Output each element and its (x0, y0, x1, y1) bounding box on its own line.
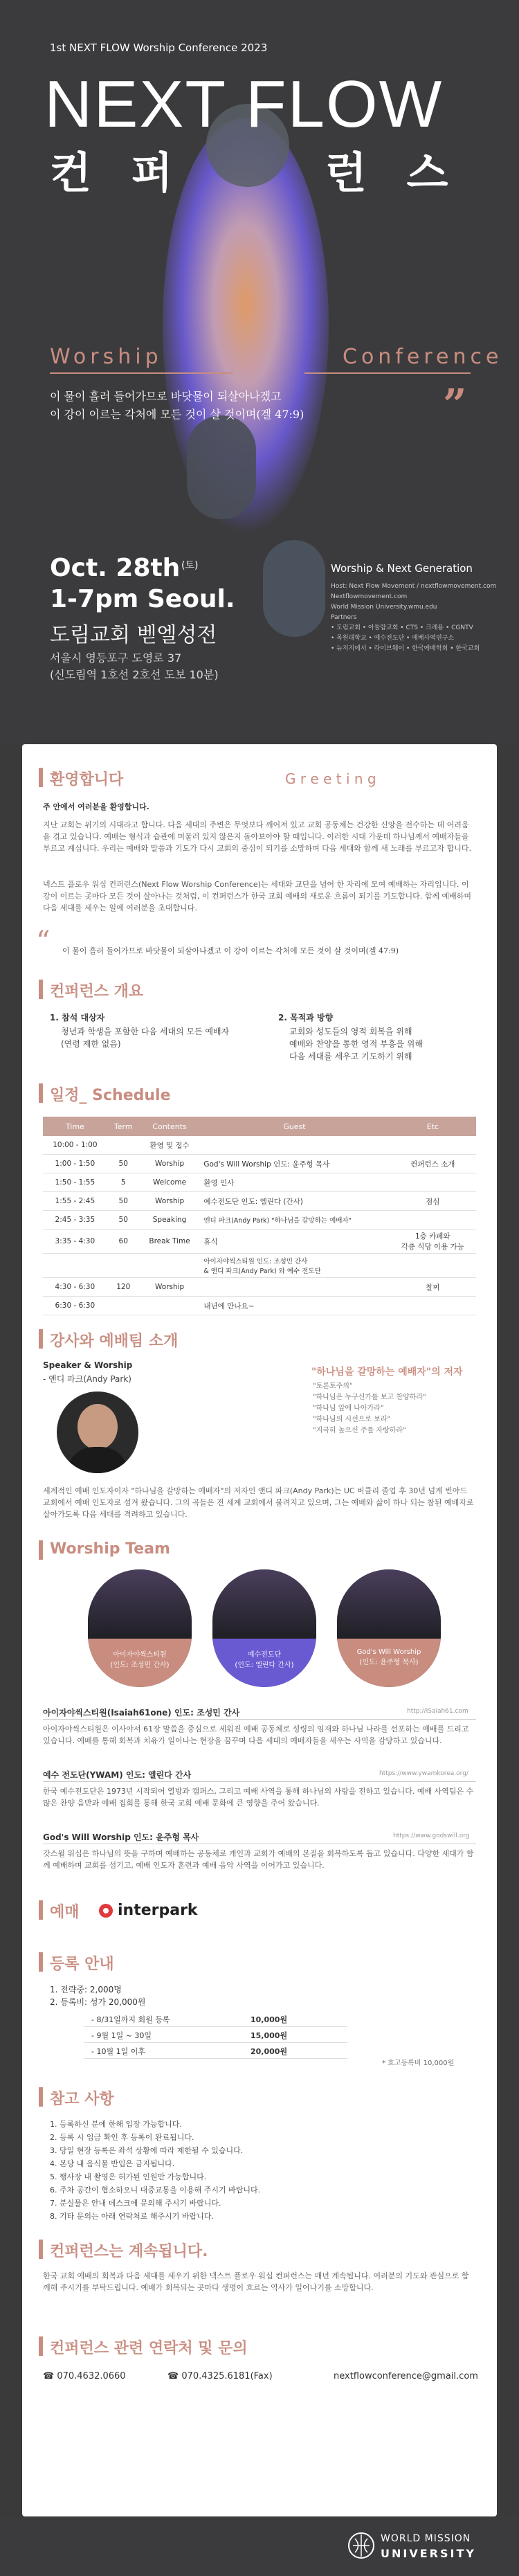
host-list (331, 582, 497, 654)
table-cell: 1:00 - 1:50 (43, 1155, 107, 1173)
greeting-paragraph-1: 지난 교회는 위기의 시대라고 합니다. 다음 세대의 주변은 무엇보다 깨어져 있고 교회 공동체는 건강한 신앙을 전수하는 데 어려움을 겪고 있습니다. 예배는 형식과 습관에 머물러 있지 않은지 돌아보아야 할 때입니다. 이러한 시대 가운데 하나님께서 예배자들을 부르고 계십니다. 우리는 예배와 말씀과 기도가 다시 교회의 중심이 되기를 소망하며 다음 세대와 함께 새 노래를 부르고자 합니다. (43, 820, 471, 853)
overview-purpose-heading: 2. 목적과 방향 (278, 1013, 334, 1023)
table-cell (140, 1254, 200, 1278)
book-line: "하나님 앞에 나아가라" (313, 1405, 384, 1412)
team-photo (337, 1569, 441, 1639)
contact-phone-value: 070.4632.0660 (57, 2371, 126, 2381)
table-cell: 찰찌 (390, 1278, 476, 1297)
notes-list (50, 2118, 260, 2223)
team-card-label: God's Will Worship (인도: 윤주형 목사) (337, 1639, 441, 1687)
table-cell (390, 1297, 476, 1315)
quote-icon: ” (443, 381, 467, 429)
book-line: "지극히 높으신 주를 자랑하라" (313, 1427, 406, 1434)
continue-title: 컨퍼런스는 계속됩니다. (50, 2243, 208, 2260)
fax-icon: ☎ (167, 2371, 182, 2381)
table-row (43, 1278, 476, 1297)
register-line-2: 2. 등록비: 성가 20,000원 (50, 1997, 146, 2007)
schedule-header: Time (43, 1117, 107, 1136)
table-cell: 4:30 - 6:30 (43, 1278, 107, 1297)
quote-icon: “ (36, 926, 51, 957)
table-cell: 엔디 파크(Andy Park) "하나님을 갈망하는 예배자" (199, 1211, 389, 1230)
verse-line-1: 이 물이 흘러 들어가므로 바닷물이 되살아나겠고 (50, 390, 282, 403)
contact-email[interactable]: nextflowconference@gmail.com (334, 2371, 478, 2381)
section-bar (39, 2087, 43, 2107)
register-price: 20,000원 (251, 2047, 288, 2056)
team-1-link[interactable]: http://ISaiah61.com (407, 1708, 468, 1715)
note-item: 3. 당일 현장 등록은 좌석 상황에 따라 제한될 수 있습니다. (50, 2146, 244, 2155)
team-1-title: 아이자야씩스티원(Isaiah61one) 인도: 조성민 간사 (43, 1708, 240, 1718)
table-cell: Speaking (140, 1211, 200, 1230)
section-bar (39, 768, 43, 787)
register-price: 10,000원 (251, 2015, 288, 2024)
interpark-label: interpark (118, 1902, 198, 1919)
overview-purpose-line: 다음 세대를 세우고 기도하기 위해 (289, 1052, 412, 1061)
greeting-quote: 이 물이 흘러 들어가므로 바닷물이 되살아나겠고 이 강이 이르는 각처에 모든 것이 살 것이며(겔 47:9) (62, 946, 399, 955)
table-cell (199, 1136, 389, 1155)
hero-section (0, 0, 519, 744)
title-ko-left: 컨 퍼 (50, 147, 185, 198)
table-cell (107, 1136, 140, 1155)
contact-title: 컨퍼런스 관련 연락처 및 문의 (50, 2340, 248, 2357)
host-line: Nextflowmovement.com (331, 593, 408, 600)
team-2-desc: 한국 예수전도단은 1973년 시작되어 열방과 캠퍼스, 그리고 예배 사역을 통해 하나님의 사랑을 전하고 있습니다. 예배 사역팀은 수많은 찬양 음반과 예배 집회를 통해 한국 교회 예배 문화에 큰 영향을 주어 왔습니다. (43, 1787, 474, 1808)
divider (43, 1781, 476, 1782)
register-period: - 8/31일까지 회원 등록 (91, 2015, 170, 2024)
divider (43, 1719, 476, 1720)
table-cell: Welcome (140, 1173, 200, 1192)
speaker-role: Speaker & Worship (43, 1360, 133, 1370)
note-item: 8. 기타 문의는 아래 연락처로 해주시기 바랍니다. (50, 2212, 214, 2221)
contact-phone[interactable] (43, 2371, 126, 2381)
table-cell: 환영 인사 (199, 1173, 389, 1192)
table-cell: God's Will Worship 인도: 윤주형 목사 (199, 1155, 389, 1173)
table-row (43, 1254, 476, 1278)
team-cards (22, 1569, 497, 1694)
table-cell: 1층 카페와 각층 식당 이용 가능 (390, 1230, 476, 1254)
table-cell: 120 (107, 1278, 140, 1297)
section-bar (39, 2240, 43, 2259)
table-cell (107, 1297, 140, 1315)
table-row (43, 1155, 476, 1173)
team-1-desc: 아이자야씩스티원은 이사야서 61장 말씀을 중심으로 세워진 예배 공동체로 성령의 임재와 하나님 나라를 선포하는 예배를 드리고 있습니다. 예배를 통해 회복과 치유가 일어나는 현장을 꿈꾸며 다음 세대의 예배자들을 세우는 사역을 감당하고 있습니다. (43, 1724, 469, 1745)
team-card (212, 1569, 316, 1687)
note-item: 5. 행사장 내 촬영은 허가된 인원만 가능합니다. (50, 2172, 207, 2181)
table-row (43, 1173, 476, 1192)
booking-title: 예매 (50, 1904, 80, 1921)
register-note: * 효고등록비 10,000원 (382, 2060, 455, 2067)
table-row (43, 1211, 476, 1230)
register-row (84, 2043, 347, 2059)
venue-address-2: (신도림역 1호선 2호선 도보 10분) (50, 668, 219, 681)
schedule-table (43, 1117, 476, 1315)
section-bar (39, 1329, 43, 1349)
register-line-1: 1. 전략중: 2,000명 (50, 1985, 122, 1994)
team-card-label: 아이자야씩스티원 (인도: 조성민 간사) (88, 1639, 192, 1687)
notes-title: 참고 사항 (50, 2091, 114, 2108)
table-row (43, 1230, 476, 1254)
overview-target-line: 청년과 학생을 포함한 다음 세대의 모든 예배자 (61, 1027, 230, 1036)
schedule-header: Term (107, 1117, 140, 1136)
team-card (337, 1569, 441, 1687)
note-item: 2. 등록 시 입금 확인 후 등록이 완료됩니다. (50, 2133, 194, 2142)
host-line: Host: Next Flow Movement / nextflowmovement.com (331, 583, 497, 590)
team-title: Worship Team (50, 1540, 170, 1558)
continue-text: 한국 교회 예배의 회복과 다음 세대를 세우기 위한 넥스트 플로우 워십 컨퍼런스는 매년 계속됩니다. 여러분의 기도와 관심으로 함께해 주시기를 부탁드립니다. 예배가 회복되는 곳마다 생명이 흐르는 역사가 일어나기를 소망합니다. (43, 2271, 469, 2292)
table-cell (390, 1136, 476, 1155)
table-cell (43, 1254, 107, 1278)
table-row (43, 1136, 476, 1155)
table-cell: 3:35 - 4:30 (43, 1230, 107, 1254)
book-line: "하나님은 누구신가를 보고 찬양하라" (313, 1394, 426, 1401)
schedule-header: Contents (140, 1117, 200, 1136)
book-line: "하나님의 시선으로 보라" (313, 1416, 391, 1423)
host-line: World Mission University.wmu.edu (331, 604, 437, 611)
book-title: "하나님을 갈망하는 예배자"의 저자 (311, 1367, 463, 1378)
host-line: • 도림교회 • 아둘람교회 • CTS • 크레용 • CGNTV (331, 624, 473, 631)
content-sheet (22, 744, 497, 2516)
table-cell: 10:00 - 1:00 (43, 1136, 107, 1155)
table-cell: 내년에 만나요~ (199, 1297, 389, 1315)
table-cell: 컨퍼런스 소개 (390, 1155, 476, 1173)
overview-title: 컨퍼런스 개요 (50, 983, 144, 1000)
overview-purpose-line: 예배와 찬양을 통한 영적 부흥을 위해 (289, 1039, 423, 1049)
table-cell: 6:30 - 6:30 (43, 1297, 107, 1315)
table-cell (140, 1297, 200, 1315)
table-cell: 50 (107, 1211, 140, 1230)
table-cell: 50 (107, 1192, 140, 1211)
speaker-photo (57, 1391, 138, 1473)
greeting-lead: 주 안에서 여러분을 환영합니다. (43, 802, 149, 811)
contact-fax-value: 070.4325.6181(Fax) (181, 2371, 273, 2381)
event-day: (토) (181, 560, 199, 571)
schedule-header: Etc (390, 1117, 476, 1136)
note-item: 6. 주차 공간이 협소하오니 대중교통을 이용해 주시기 바랍니다. (50, 2186, 261, 2195)
overview-purpose-line: 교회와 성도들의 영적 회복을 위해 (289, 1027, 412, 1036)
section-bar (39, 980, 43, 999)
host-line: • 목원대학교 • 예수전도단 • 예배사역연구소 (331, 635, 455, 642)
greeting-title: 환영합니다 (50, 771, 124, 789)
table-cell: 1:50 - 1:55 (43, 1173, 107, 1192)
table-cell: Worship (140, 1155, 200, 1173)
schedule-header: Guest (199, 1117, 389, 1136)
section-bar (39, 2336, 43, 2356)
team-card-label: 예수전도단 (인도: 엘린다 간사) (212, 1639, 316, 1687)
team-3-link[interactable]: https://www.godswill.org (393, 1832, 470, 1839)
table-cell (390, 1211, 476, 1230)
register-row (84, 2027, 347, 2043)
footer (0, 2516, 519, 2576)
team-3-title: God's Will Worship 인도: 윤주형 목사 (43, 1832, 199, 1842)
overview-target-heading: 1. 참석 대상자 (50, 1013, 105, 1023)
divider (304, 372, 471, 374)
contact-fax (167, 2371, 273, 2381)
table-cell: 50 (107, 1155, 140, 1173)
note-item: 7. 분실물은 안내 데스크에 문의해 주시기 바랍니다. (50, 2199, 221, 2208)
team-3-desc: 갓스윌 워십은 하나님의 뜻을 구하며 예배하는 공동체로 개인과 교회가 예배의 본질을 회복하도록 돕고 있습니다. 다양한 세대가 함께 예배하며 교회를 섬기고, 예배 인도자 훈련과 예배 음악 사역을 이어가고 있습니다. (43, 1849, 474, 1870)
event-date: Oct. 28th (50, 554, 181, 582)
section-bar (39, 1952, 43, 1972)
table-cell: 환영 및 접수 (140, 1136, 200, 1155)
table-cell: 점심 (390, 1192, 476, 1211)
conference-subtitle: 1st NEXT FLOW Worship Conference 2023 (50, 42, 268, 54)
org-name-1: WORLD MISSION (381, 2533, 471, 2544)
host-title: Worship & Next Generation (331, 562, 473, 575)
speaker-bio: 세계적인 예배 인도자이자 "하나님을 갈망하는 예배자"의 저자인 앤디 파크(Andy Park)는 UC 버클리 졸업 후 30년 넘게 빈야드 교회에서 예배 인도자로 섬겨 왔습니다. 그의 곡들은 전 세계 교회에서 불려지고 있으며, 그는 예배와 삶이 하나 되는 참된 예배자로 살아가도록 다음 세대를 격려하고 있습니다. (43, 1486, 474, 1519)
worship-word: Worship (50, 345, 163, 369)
divider (50, 372, 233, 374)
team-photo (212, 1569, 316, 1639)
event-time: 1-7pm Seoul. (50, 585, 235, 613)
host-line: Partners (331, 614, 357, 621)
book-list (313, 1381, 426, 1436)
schedule-title: 일정_ Schedule (50, 1087, 171, 1104)
register-row (84, 2011, 347, 2027)
venue-address-1: 서울시 영등포구 도영로 37 (50, 651, 182, 665)
table-cell: 1:55 - 2:45 (43, 1192, 107, 1211)
table-cell: 60 (107, 1230, 140, 1254)
register-title: 등록 안내 (50, 1956, 114, 1973)
wmu-logo-icon (347, 2532, 375, 2559)
team-photo (88, 1569, 192, 1639)
table-cell: 휴식 (199, 1230, 389, 1254)
org-name-2: UNIVERSITY (381, 2547, 476, 2560)
table-cell: 예수전도단 인도: 엘린다 (간사) (199, 1192, 389, 1211)
note-item: 4. 본당 내 음식물 반입은 금지됩니다. (50, 2159, 175, 2168)
title-en: NEXT FLOW (44, 67, 444, 141)
table-cell (107, 1254, 140, 1278)
table-cell: Break Time (140, 1230, 200, 1254)
section-bar (39, 1540, 43, 1560)
table-cell: Worship (140, 1192, 200, 1211)
note-item: 1. 등록하신 분에 한해 입장 가능합니다. (50, 2120, 182, 2129)
table-cell (390, 1173, 476, 1192)
title-ko-right: 런 스 (325, 147, 461, 198)
table-cell: 5 (107, 1173, 140, 1192)
speaker-name: - 앤디 파크(Andy Park) (43, 1374, 131, 1384)
register-table (84, 2011, 347, 2059)
verse-line-2: 이 강이 이르는 각처에 모든 것이 살 것이며(겔 47:9) (50, 408, 304, 421)
conference-word: Conference (343, 345, 503, 369)
table-cell: 아이자야씩스티원 인도: 조성민 간사 & 앤디 파크(Andy Park) 와 예수 전도단 (199, 1254, 389, 1278)
register-period: - 9월 1일 ~ 30일 (91, 2031, 152, 2040)
team-card (88, 1569, 192, 1687)
greeting-paragraph-2: 넥스트 플로우 워십 컨퍼런스(Next Flow Worship Conference)는 세대와 교단을 넘어 한 자리에 모여 예배하는 자리입니다. 이 강이 이르는 곳마다 모든 것이 살아나는 것처럼, 이 컨퍼런스가 한국 교회 예배의 새로운 흐름이 되기를 기도합니다. 함께 예배하며 다음 세대를 세우는 일에 여러분을 초대합니다. (43, 880, 471, 912)
phone-icon: ☎ (43, 2371, 57, 2381)
table-cell: Worship (140, 1278, 200, 1297)
table-row (43, 1297, 476, 1315)
book-line: "토론토주의" (313, 1382, 353, 1390)
table-cell (199, 1278, 389, 1297)
section-bar (39, 1083, 43, 1103)
table-cell: 2:45 - 3:35 (43, 1211, 107, 1230)
table-cell (390, 1254, 476, 1278)
host-line: • 뉴저지에서 • 라이브웨이 • 한국예배학회 • 한국교회 (331, 645, 480, 652)
team-2-link[interactable]: https://www.ywamkorea.org/ (379, 1770, 468, 1777)
section-bar (39, 1900, 43, 1920)
table-row (43, 1192, 476, 1211)
greeting-en: G r e e t i n g (285, 771, 376, 787)
team-2-title: 예수 전도단(YWAM) 인도: 엘린다 간사 (43, 1770, 192, 1780)
speaker-title: 강사와 예배팀 소개 (50, 1333, 179, 1350)
event-venue: 도림교회 벧엘성전 (50, 623, 217, 647)
interpark-icon (98, 1903, 113, 1918)
register-period: - 10월 1일 이후 (91, 2047, 145, 2056)
register-price: 15,000원 (251, 2031, 288, 2040)
overview-target-line: (연령 제한 없음) (61, 1039, 121, 1049)
